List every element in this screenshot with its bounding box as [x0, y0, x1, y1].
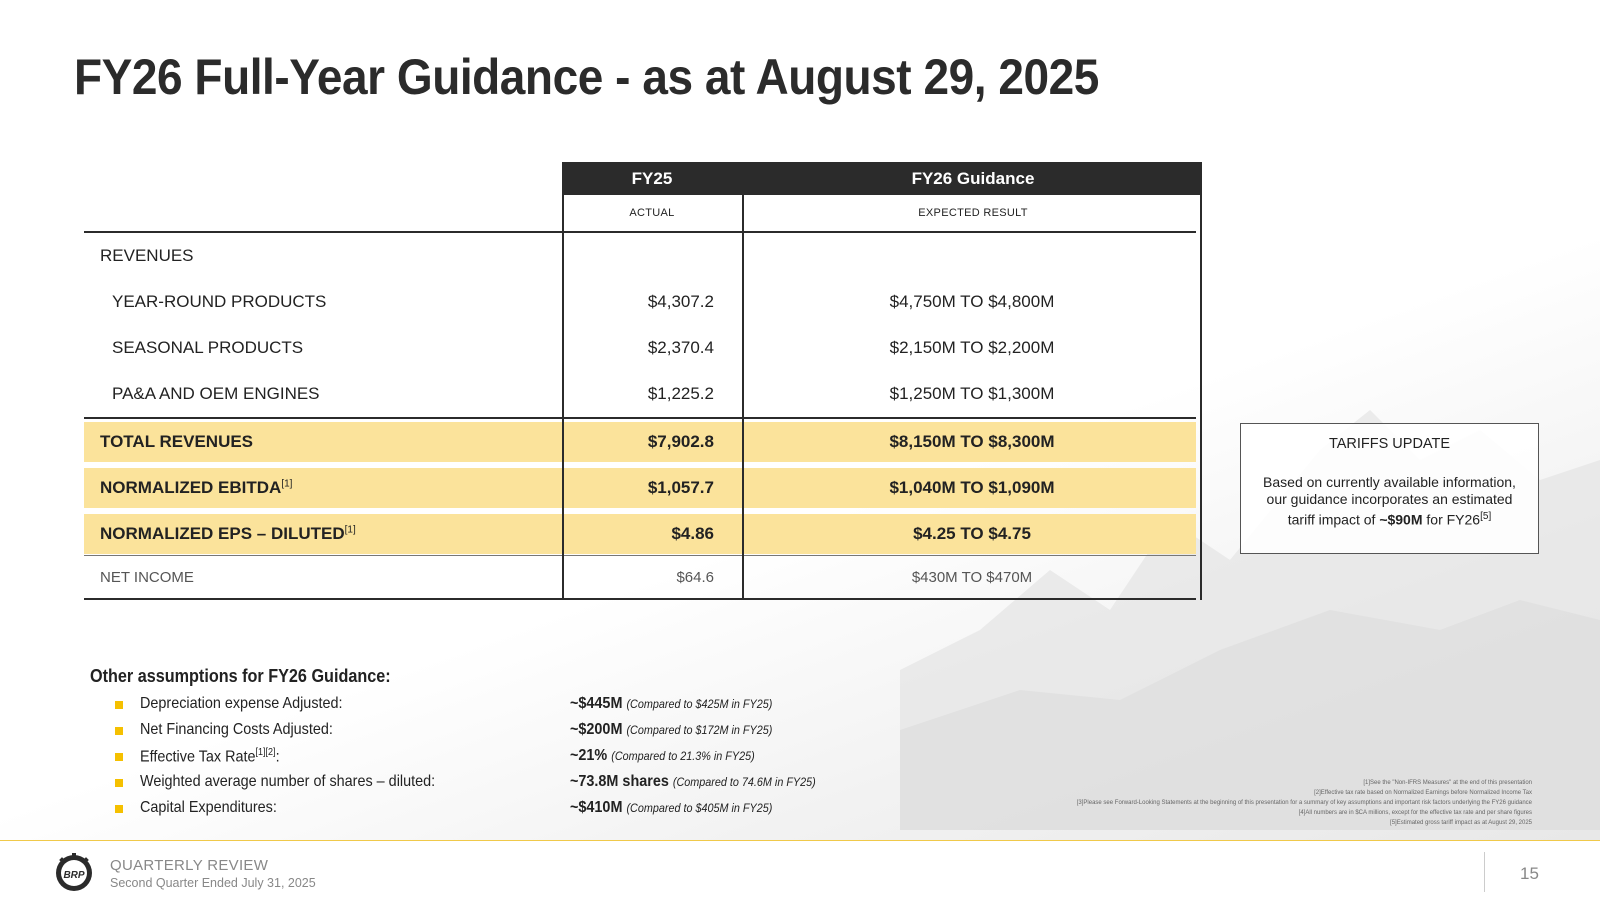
- bullet-icon: [115, 779, 123, 787]
- footnotes: [1052, 778, 1532, 828]
- fy25-value: $1,057.7: [647, 478, 714, 497]
- fy25-value: $4,307.2: [647, 292, 714, 311]
- table-row-normalized-eps: [84, 514, 1196, 554]
- bullet-icon: [115, 701, 123, 709]
- list-item: Effective Tax Rate[1][2]: ~21% (Compared to 21.3% in FY25): [115, 747, 895, 769]
- rule: [84, 555, 1196, 556]
- footer-title: QUARTERLY REVIEW: [110, 857, 269, 874]
- fy26-value: $4.25 TO $4.75: [913, 524, 1031, 543]
- fy26-value: $1,250M TO $1,300M: [889, 384, 1055, 403]
- bullet-icon: [115, 727, 123, 735]
- row-label: NORMALIZED EPS – DILUTED[1]: [100, 524, 356, 543]
- page-number-divider: [1484, 852, 1485, 892]
- assumptions-title: Other assumptions for FY26 Guidance:: [90, 666, 391, 686]
- footnote: [3]Please see Forward-Looking Statements at the beginning of this presentation for a summary of key assumptions and important risk factors underlying the FY26 guidance: [1076, 800, 1532, 806]
- table-row: [84, 374, 1196, 414]
- rule: [84, 598, 1196, 600]
- footnote: [2]Effective tax rate based on Normalized Earnings before Normalized Income Tax: [1314, 790, 1532, 796]
- rule: [84, 417, 1196, 419]
- row-label: SEASONAL PRODUCTS: [112, 338, 304, 357]
- table-row: [84, 236, 1196, 276]
- table-row: [84, 282, 1196, 322]
- footer-divider: [0, 840, 1600, 841]
- page-number: 15: [1520, 864, 1539, 883]
- fy25-value: $64.6: [676, 568, 714, 586]
- fy25-value: $1,225.2: [647, 384, 714, 403]
- footnote: [4]All numbers are in $CA millions, except for the effective tax rate and per share figures: [1298, 810, 1532, 816]
- footnote: [5]Estimated gross tariff impact as at August 29, 2025: [1390, 820, 1532, 826]
- footnote-ref: [1]: [281, 478, 293, 490]
- row-label: NET INCOME: [100, 568, 194, 586]
- header-fy26-guidance: FY26 Guidance: [744, 162, 1202, 195]
- footnote-ref: [1]: [344, 524, 356, 536]
- row-label: YEAR-ROUND PRODUCTS: [112, 292, 327, 311]
- footer-subtitle: Second Quarter Ended July 31, 2025: [110, 876, 316, 890]
- list-item: Depreciation expense Adjusted: ~$445M (Compared to $425M in FY25): [115, 695, 895, 717]
- tariffs-update-box: [1240, 423, 1539, 554]
- fy26-value: $430M TO $470M: [911, 568, 1033, 586]
- table-row-normalized-ebitda: [84, 468, 1196, 508]
- fy25-value: $2,370.4: [647, 338, 714, 357]
- svg-text:BRP: BRP: [63, 870, 85, 881]
- fy25-value: $4.86: [671, 524, 714, 543]
- table-row: [84, 328, 1196, 368]
- row-label: TOTAL REVENUES: [100, 432, 254, 451]
- table-row-total-revenues: [84, 422, 1196, 462]
- fy26-value: $4,750M TO $4,800M: [889, 292, 1055, 311]
- list-item: Weighted average number of shares – diluted: ~73.8M shares (Compared to 74.6M in FY25): [115, 773, 895, 795]
- list-item: Net Financing Costs Adjusted: ~$200M (Compared to $172M in FY25): [115, 721, 895, 743]
- tariffs-title: TARIFFS UPDATE: [1328, 436, 1451, 452]
- fy25-value: $7,902.8: [647, 432, 714, 451]
- header-fy25: FY25: [562, 162, 742, 195]
- bullet-icon: [115, 805, 123, 813]
- tariffs-body: Based on currently available information, our guidance incorporates an estimated tariff impact of ~$90M for FY26[5]: [1263, 474, 1516, 528]
- footnote: [1]See the "Non-IFRS Measures" at the end of this presentation: [1363, 780, 1532, 786]
- brp-logo-icon: [54, 853, 94, 893]
- row-label: NORMALIZED EBITDA[1]: [100, 478, 293, 497]
- fy26-value: $8,150M TO $8,300M: [889, 432, 1055, 451]
- fy26-value: $2,150M TO $2,200M: [889, 338, 1055, 357]
- table-row-net-income: [84, 557, 1196, 597]
- fy26-value: $1,040M TO $1,090M: [889, 478, 1055, 497]
- bullet-icon: [115, 753, 123, 761]
- row-label: PA&A AND OEM ENGINES: [112, 384, 320, 403]
- row-label: REVENUES: [100, 246, 194, 265]
- subheader-actual: ACTUAL: [629, 207, 675, 219]
- subheader-expected-result: EXPECTED RESULT: [918, 207, 1028, 219]
- rule: [84, 231, 1196, 233]
- page-title: FY26 Full-Year Guidance - as at August 29, 2025: [74, 49, 1099, 105]
- list-item: Capital Expenditures: ~$410M (Compared to $405M in FY25): [115, 799, 895, 821]
